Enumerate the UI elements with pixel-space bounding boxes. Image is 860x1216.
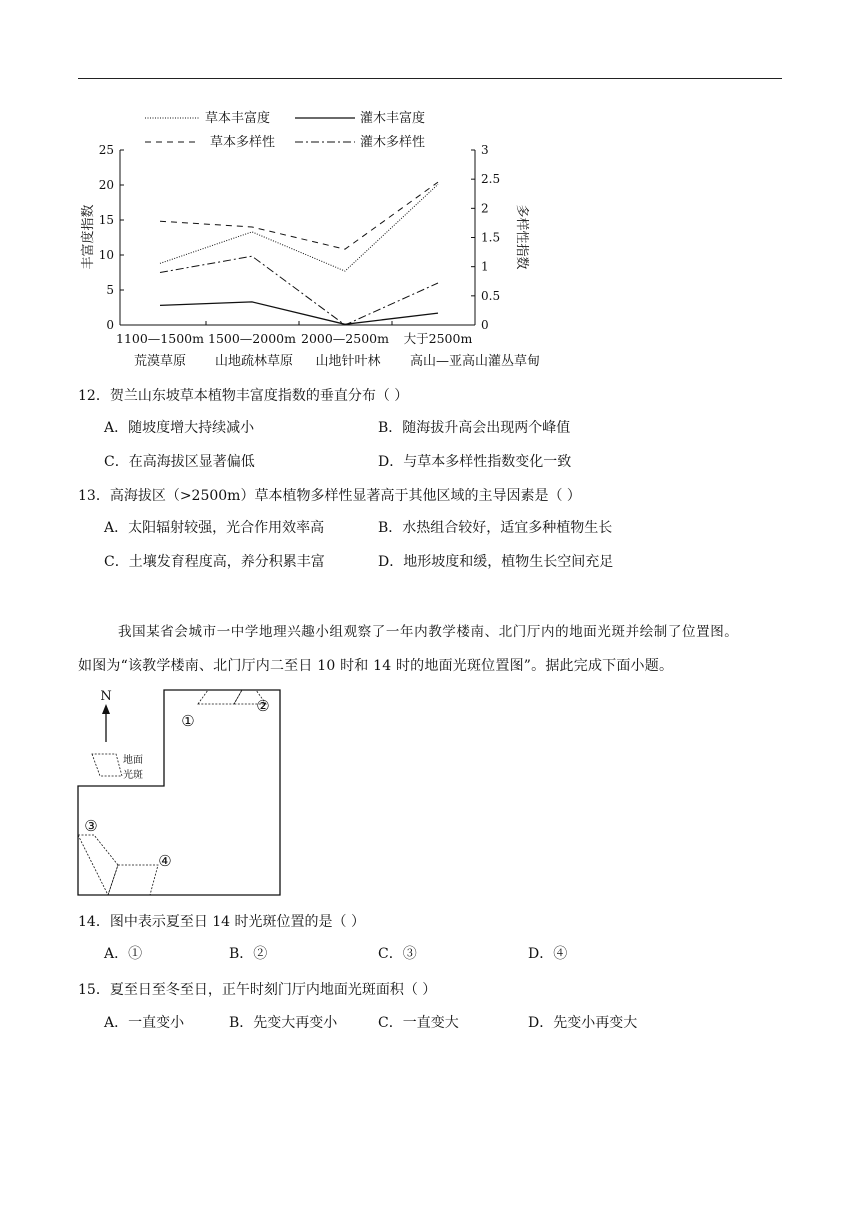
x-tick-label: 1100—1500m bbox=[116, 331, 204, 346]
question-13-stem: 13．高海拔区（>2500m）草本植物多样性显著高于其他区域的主导因素是（ ） bbox=[78, 488, 581, 504]
light-spot-1 bbox=[198, 690, 242, 704]
right-axis-title bbox=[514, 204, 530, 269]
legend-label-2: 光斑 bbox=[123, 770, 143, 781]
left-tick-label: 15 bbox=[98, 213, 114, 227]
left-tick-label: 10 bbox=[98, 248, 114, 262]
right-axis-title-text: 多样性指数 bbox=[514, 204, 529, 270]
question-14-option-b[interactable]: B．② bbox=[229, 946, 268, 962]
question-14-option-c[interactable]: C．③ bbox=[378, 946, 417, 962]
x-tick-label: 2000—2500m bbox=[301, 331, 389, 346]
marker-4: ④ bbox=[158, 852, 172, 870]
marker-2: ② bbox=[256, 697, 270, 715]
right-tick-label: 1.5 bbox=[481, 230, 501, 245]
question-15-option-d[interactable]: D．先变小再变大 bbox=[528, 1015, 638, 1031]
question-12-option-a[interactable]: A．随坡度增大持续减小 bbox=[104, 420, 255, 436]
question-12-stem: 12．贺兰山东坡草本植物丰富度指数的垂直分布（ ） bbox=[78, 388, 409, 404]
question-15-option-b[interactable]: B．先变大再变小 bbox=[229, 1015, 338, 1031]
question-14-option-d[interactable]: D．④ bbox=[528, 946, 568, 962]
left-tick-label: 25 bbox=[98, 143, 114, 157]
legend-label-shrub-diversity: 灌木多样性 bbox=[360, 135, 426, 150]
question-15-stem: 15．夏至日至冬至日，正午时刻门厅内地面光斑面积（ ） bbox=[78, 982, 437, 998]
header-rule bbox=[78, 78, 782, 79]
line-chart bbox=[70, 100, 570, 375]
legend-label-herb-diversity: 草本多样性 bbox=[210, 135, 276, 150]
x-category-sublabel: 荒漠草原 bbox=[133, 354, 187, 369]
question-12-option-d[interactable]: D．与草本多样性指数变化一致 bbox=[378, 454, 572, 470]
legend-label-herb-richness: 草本丰富度 bbox=[205, 111, 271, 126]
light-spot-floor-plan bbox=[70, 680, 300, 900]
question-13-option-b[interactable]: B．水热组合较好，适宜多种植物生长 bbox=[378, 520, 613, 536]
right-tick-label: 0.5 bbox=[481, 288, 501, 303]
series-line-0 bbox=[160, 184, 438, 271]
x-tick-label: 大于2500m bbox=[403, 331, 473, 346]
left-tick-label: 20 bbox=[98, 178, 114, 192]
left-tick-label: 0 bbox=[106, 318, 114, 332]
series-line-1 bbox=[160, 302, 438, 324]
question-13-option-c[interactable]: C．土壤发育程度高，养分积累丰富 bbox=[104, 554, 325, 570]
right-tick-label: 2.5 bbox=[481, 172, 501, 187]
legend-light-spot bbox=[92, 754, 122, 776]
chart-legend bbox=[145, 110, 425, 150]
series-line-3 bbox=[160, 256, 438, 325]
light-spot-3 bbox=[78, 835, 118, 895]
question-15-option-a[interactable]: A．一直变小 bbox=[104, 1015, 185, 1031]
question-13-option-a[interactable]: A．太阳辐射较强，光合作用效率高 bbox=[104, 520, 325, 536]
north-label: N bbox=[100, 689, 112, 704]
question-15-option-c[interactable]: C．一直变大 bbox=[378, 1015, 459, 1031]
right-tick-label: 0 bbox=[481, 318, 489, 332]
legend-label-shrub-richness: 灌木丰富度 bbox=[360, 111, 426, 126]
legend-label-1: 地面 bbox=[123, 755, 143, 766]
question-12-option-c[interactable]: C．在高海拔区显著偏低 bbox=[104, 454, 255, 470]
right-tick-label: 1 bbox=[481, 259, 489, 274]
question-14-stem: 14．图中表示夏至日 14 时光斑位置的是（ ） bbox=[78, 914, 365, 930]
x-category-sublabel: 高山—亚高山灌丛草甸 bbox=[409, 354, 541, 369]
right-tick-label: 2 bbox=[481, 201, 489, 216]
question-14-option-a[interactable]: A．① bbox=[104, 946, 143, 962]
left-axis-title: 丰富度指数 bbox=[81, 204, 96, 270]
question-13-option-d[interactable]: D．地形坡度和缓，植物生长空间充足 bbox=[378, 554, 614, 570]
marker-1: ① bbox=[181, 712, 195, 730]
question-12-option-b[interactable]: B．随海拔升高会出现两个峰值 bbox=[378, 420, 571, 436]
building-outline bbox=[78, 690, 280, 895]
x-tick-label: 1500—2000m bbox=[208, 331, 296, 346]
x-category-sublabel: 山地疏林草原 bbox=[214, 354, 294, 369]
series-line-2 bbox=[160, 182, 438, 249]
left-tick-label: 5 bbox=[106, 283, 114, 297]
right-tick-label: 3 bbox=[481, 143, 489, 157]
passage-line-2: 如图为“该教学楼南、北门厅内二至日 10 时和 14 时的地面光斑位置图”。据此完成下面小题。 bbox=[78, 658, 674, 674]
x-category-sublabel: 山地针叶林 bbox=[315, 354, 381, 369]
marker-3: ③ bbox=[84, 817, 98, 835]
light-spot-4 bbox=[108, 865, 158, 895]
passage-line-1: 我国某省会城市一中学地理兴趣小组观察了一年内教学楼南、北门厅内的地面光斑并绘制了位置图。 bbox=[118, 624, 739, 640]
